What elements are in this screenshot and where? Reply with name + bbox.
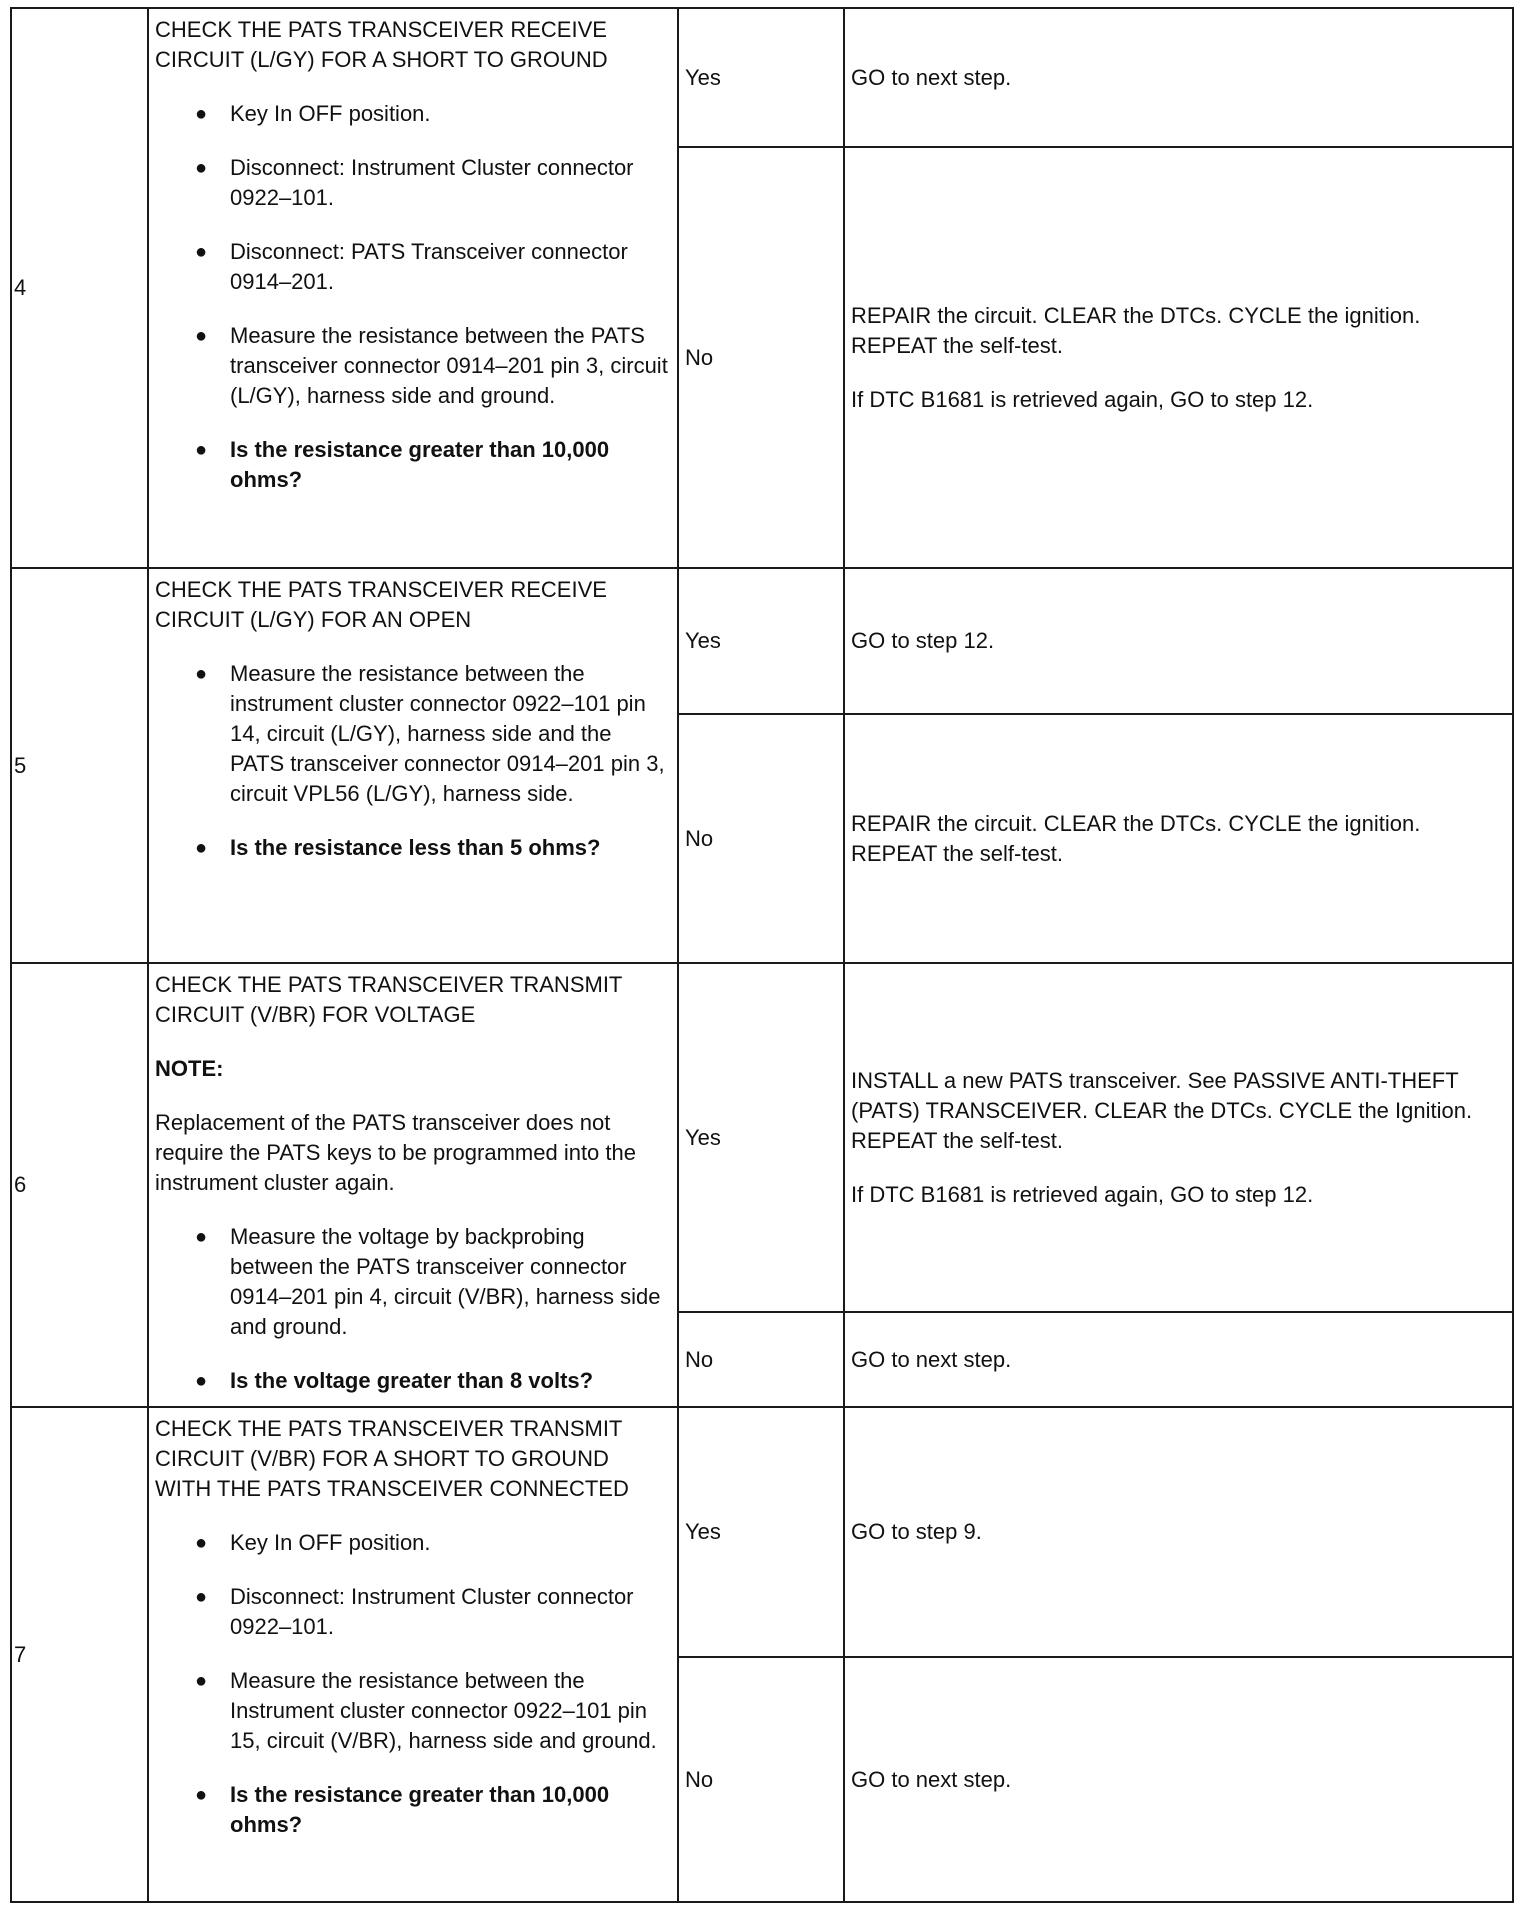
action-text: INSTALL a new PATS transceiver. See PASSIVE ANTI-THEFT (PATS) TRANSCEIVER. CLEAR the DTCs. CYCLE the Ignition. REPEAT the self-test.: [851, 1067, 1473, 1153]
action-no: [844, 714, 1513, 963]
test-step-title: CHECK THE PATS TRANSCEIVER RECEIVE CIRCUIT (L/GY) FOR AN OPEN: [155, 577, 607, 632]
test-step-title: CHECK THE PATS TRANSCEIVER RECEIVE CIRCUIT (L/GY) FOR A SHORT TO GROUND: [155, 17, 608, 72]
test-question: ● Is the resistance greater than 10,000 ohms?: [155, 1780, 671, 1840]
answer-no: No: [678, 1657, 844, 1902]
step-4-yes-row: [11, 8, 1513, 147]
action-no: [844, 1657, 1513, 1902]
step-6-yes-row: [11, 963, 1513, 1312]
answer-yes: Yes: [678, 8, 844, 147]
bullet-item: ● Measure the resistance between the Instrument cluster connector 0922–101 pin 15, circuit (V/BR), harness side and ground.: [155, 1666, 671, 1756]
test-step-cell: [148, 963, 678, 1407]
step-number: 6: [11, 963, 148, 1407]
test-step-bullets: [155, 1222, 671, 1396]
step-7-yes-row: [11, 1407, 1513, 1657]
bullet-item: ● Disconnect: Instrument Cluster connector 0922–101.: [155, 1582, 671, 1642]
bullet-item: ● Key In OFF position.: [155, 1528, 671, 1558]
test-step-title: CHECK THE PATS TRANSCEIVER TRANSMIT CIRCUIT (V/BR) FOR A SHORT TO GROUND WITH THE PATS TRANSCEIVER CONNECTED: [155, 1416, 629, 1501]
note-heading: NOTE:: [155, 1056, 224, 1081]
step-number: 5: [11, 568, 148, 963]
answer-no: No: [678, 147, 844, 568]
step-5-yes-row: [11, 568, 1513, 714]
test-step-cell: [148, 568, 678, 963]
test-question: ● Is the resistance less than 5 ohms?: [155, 833, 671, 863]
action-text: GO to next step.: [851, 64, 1012, 90]
note-text: Replacement of the PATS transceiver does not require the PATS keys to be programmed into the instrument cluster again.: [155, 1110, 636, 1195]
action-no: [844, 147, 1513, 568]
bullet-item: ● Disconnect: PATS Transceiver connector 0914–201.: [155, 237, 671, 297]
action-yes: [844, 8, 1513, 147]
test-question: ● Is the resistance greater than 10,000 ohms?: [155, 435, 671, 495]
answer-yes: Yes: [678, 963, 844, 1312]
answer-yes: Yes: [678, 568, 844, 714]
answer-no: No: [678, 714, 844, 963]
test-question: ● Is the voltage greater than 8 volts?: [155, 1366, 671, 1396]
action-text: REPAIR the circuit. CLEAR the DTCs. CYCLE the ignition. REPEAT the self-test.: [851, 302, 1421, 358]
action-yes: [844, 1407, 1513, 1657]
action-text: If DTC B1681 is retrieved again, GO to step 12.: [851, 386, 1314, 412]
pinpoint-test-table: [10, 7, 1514, 1903]
action-text: GO to step 12.: [851, 628, 995, 653]
action-text: GO to next step.: [851, 1766, 1012, 1792]
test-step-bullets: [155, 659, 671, 863]
action-no: [844, 1312, 1513, 1407]
test-step-bullets: [155, 1528, 671, 1840]
action-text: REPAIR the circuit. CLEAR the DTCs. CYCLE the ignition. REPEAT the self-test.: [851, 810, 1421, 866]
action-yes: [844, 568, 1513, 714]
test-step-bullets: [155, 99, 671, 495]
bullet-item: ● Measure the resistance between the instrument cluster connector 0922–101 pin 14, circuit (L/GY), harness side and the PATS transceiver connector 0914–201 pin 3, circuit VPL56 (L/GY), harness side.: [155, 659, 671, 809]
test-step-cell: [148, 1407, 678, 1902]
action-text: If DTC B1681 is retrieved again, GO to step 12.: [851, 1181, 1314, 1207]
bullet-item: ● Measure the voltage by backprobing between the PATS transceiver connector 0914–201 pin 4, circuit (V/BR), harness side and ground.: [155, 1222, 671, 1342]
step-number: 7: [11, 1407, 148, 1902]
test-step-cell: [148, 8, 678, 568]
action-text: GO to next step.: [851, 1346, 1012, 1372]
bullet-item: ● Key In OFF position.: [155, 99, 671, 129]
test-step-title: CHECK THE PATS TRANSCEIVER TRANSMIT CIRCUIT (V/BR) FOR VOLTAGE: [155, 972, 622, 1027]
bullet-item: ● Measure the resistance between the PATS transceiver connector 0914–201 pin 3, circuit (L/GY), harness side and ground.: [155, 321, 671, 411]
step-number: 4: [11, 8, 148, 568]
answer-no: No: [678, 1312, 844, 1407]
answer-yes: Yes: [678, 1407, 844, 1657]
bullet-item: ● Disconnect: Instrument Cluster connector 0922–101.: [155, 153, 671, 213]
action-yes: [844, 963, 1513, 1312]
action-text: GO to step 9.: [851, 1519, 982, 1544]
